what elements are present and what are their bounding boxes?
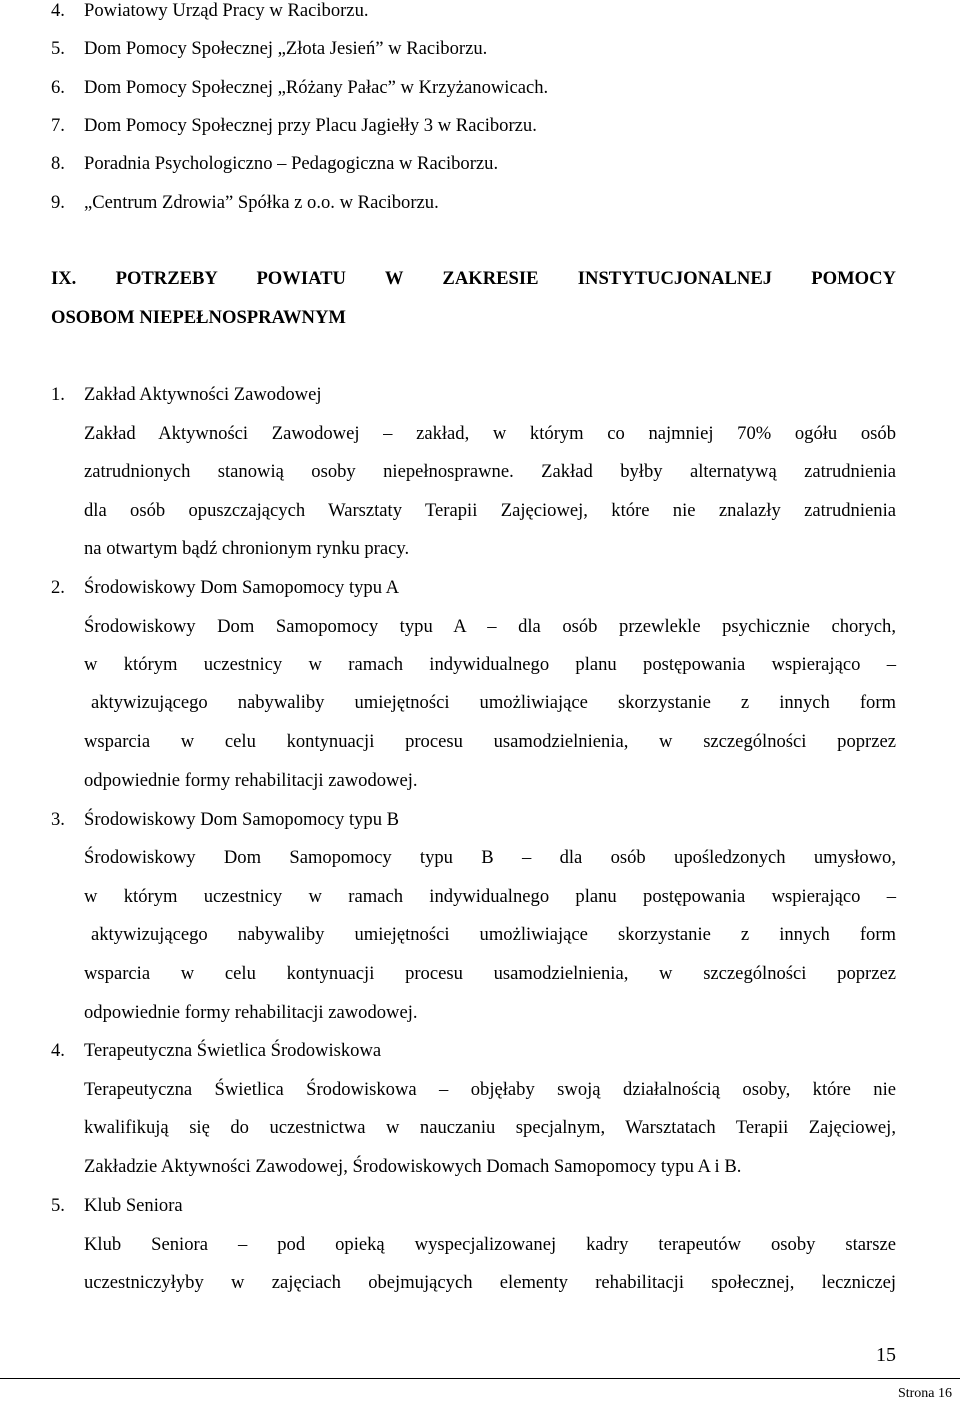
section-number: 3.	[51, 809, 65, 830]
paragraph-line: Zakład Aktywności Zawodowej – zakład, w którym co najmniej 70% ogółu osób	[84, 423, 896, 444]
list-item-number: 7.	[51, 115, 65, 136]
list-item: Dom Pomocy Społecznej „Złota Jesień” w Raciborzu.	[84, 38, 488, 59]
page-number: 15	[876, 1344, 896, 1366]
paragraph-line: aktywizującego nabywaliby umiejętności umożliwiające skorzystanie z innych form	[91, 924, 896, 945]
section-number: 1.	[51, 384, 65, 405]
paragraph-line: w którym uczestnicy w ramach indywidualnego planu postępowania wspierająco –	[84, 886, 896, 907]
paragraph-line: Środowiskowy Dom Samopomocy typu B – dla osób upośledzonych umysłowo,	[84, 847, 896, 868]
list-item-number: 9.	[51, 192, 65, 213]
section-title: Zakład Aktywności Zawodowej	[84, 384, 322, 405]
list-item: Powiatowy Urząd Pracy w Raciborzu.	[84, 0, 369, 21]
section-title: Klub Seniora	[84, 1195, 183, 1216]
list-item-number: 4.	[51, 0, 65, 21]
section-number: 4.	[51, 1040, 65, 1061]
heading-line-2: OSOBOM NIEPEŁNOSPRAWNYM	[51, 307, 346, 328]
paragraph-line: w którym uczestnicy w ramach indywidualnego planu postępowania wspierająco –	[84, 654, 896, 675]
paragraph-line: dla osób opuszczających Warsztaty Terapii Zajęciowej, które nie znalazły zatrudnienia	[84, 500, 896, 521]
paragraph-line: uczestniczyłyby w zajęciach obejmujących elementy rehabilitacji społecznej, leczniczej	[84, 1272, 896, 1293]
footer-divider	[0, 1378, 960, 1379]
paragraph-line: Zakładzie Aktywności Zawodowej, Środowiskowych Domach Samopomocy typu A i B.	[84, 1156, 742, 1177]
paragraph-line: Środowiskowy Dom Samopomocy typu A – dla osób przewlekle psychicznie chorych,	[84, 616, 896, 637]
paragraph-line: kwalifikują się do uczestnictwa w nauczaniu specjalnym, Warsztatach Terapii Zajęciowej,	[84, 1117, 896, 1138]
paragraph-line: na otwartym bądź chronionym rynku pracy.	[84, 538, 410, 559]
paragraph-line: Terapeutyczna Świetlica Środowiskowa – objęłaby swoją działalnością osoby, które nie	[84, 1079, 896, 1100]
section-title: Środowiskowy Dom Samopomocy typu B	[84, 809, 400, 830]
paragraph-line: odpowiednie formy rehabilitacji zawodowej.	[84, 1002, 418, 1023]
page-footer-label: Strona 16	[897, 1386, 952, 1401]
section-number: 5.	[51, 1195, 65, 1216]
paragraph-line: wsparcia w celu kontynuacji procesu usamodzielnienia, w szczególności poprzez	[84, 731, 896, 752]
paragraph-line: aktywizującego nabywaliby umiejętności umożliwiające skorzystanie z innych form	[91, 692, 896, 713]
section-title: Terapeutyczna Świetlica Środowiskowa	[84, 1040, 382, 1061]
list-item: Dom Pomocy Społecznej przy Placu Jagiełły 3 w Raciborzu.	[84, 115, 537, 136]
paragraph-line: odpowiednie formy rehabilitacji zawodowej.	[84, 770, 418, 791]
paragraph-line: wsparcia w celu kontynuacji procesu usamodzielnienia, w szczególności poprzez	[84, 963, 896, 984]
list-item: „Centrum Zdrowia” Spółka z o.o. w Raciborzu.	[84, 192, 439, 213]
paragraph-line: Klub Seniora – pod opieką wyspecjalizowanej kadry terapeutów osoby starsze	[84, 1234, 896, 1255]
paragraph-line: zatrudnionych stanowią osoby niepełnosprawne. Zakład byłby alternatywą zatrudnienia	[84, 461, 896, 482]
list-item-number: 6.	[51, 77, 65, 98]
list-item: Poradnia Psychologiczno – Pedagogiczna w Raciborzu.	[84, 153, 499, 174]
list-item-number: 5.	[51, 38, 65, 59]
section-title: Środowiskowy Dom Samopomocy typu A	[84, 577, 400, 598]
list-item-number: 8.	[51, 153, 65, 174]
section-number: 2.	[51, 577, 65, 598]
heading-line-1: IX. POTRZEBY POWIATU W ZAKRESIE INSTYTUCJONALNEJ POMOCY	[51, 268, 896, 289]
list-item: Dom Pomocy Społecznej „Różany Pałac” w Krzyżanowicach.	[84, 77, 549, 98]
